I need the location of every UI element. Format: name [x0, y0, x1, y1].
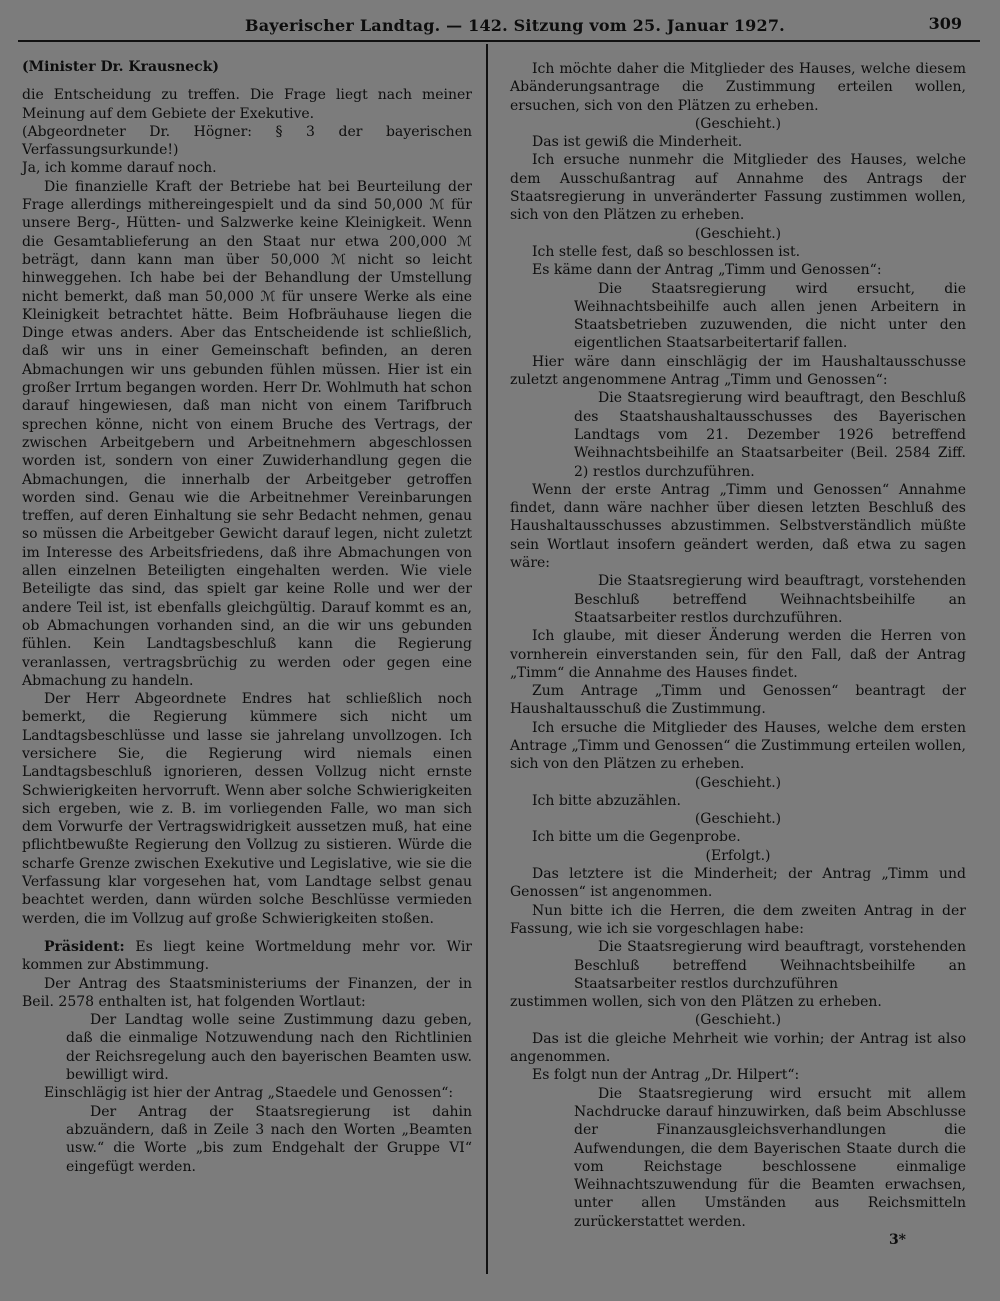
paragraph: Ich glaube, mit dieser Änderung werden die Herren von vornherein einverstanden sein, für den Fall, daß der Antrag „Timm“ die Annahme des Hauses findet. — [510, 628, 966, 681]
paragraph: Einschlägig ist hier der Antrag „Staedele und Genossen“: — [44, 1085, 454, 1102]
left-column — [22, 58, 472, 1176]
procedural-note: (Geschieht.) — [694, 225, 782, 242]
quoted-motion: Der Landtag wolle seine Zustimmung dazu geben, daß die einmalige Notzuwendung nach den Richtlinien der Reichsregelung auch den bayerischen Beamten usw. bewilligt wird. — [66, 1012, 472, 1084]
procedural-note: (Geschieht.) — [694, 811, 782, 828]
president-label: Präsident: — [44, 938, 125, 955]
page-header — [0, 10, 1000, 38]
paragraph: Ich bitte abzuzählen. — [532, 792, 681, 809]
paragraph: Ich stelle fest, daß so beschlossen ist. — [532, 243, 801, 260]
paragraph: Wenn der erste Antrag „Timm und Genossen“ Annahme findet, dann wäre nachher über diesen letzten Beschluß des Haushaltausschusses abzustimmen. Selbstverständlich müßte sein Wortlaut insofern geändert werden, daß etwa zu sagen wäre: — [510, 481, 966, 572]
paragraph: Der Herr Abgeordnete Endres hat schließlich noch bemerkt, die Regierung kümmere sich nicht um Landtagsbeschlüsse und lasse sie jahrelang unvollzogen. Ich versichere Sie, die Regierung wird niemals einen Landtagsbeschluß ignorieren, dessen Vollzug nicht ernste Schwierigkeiten hervorruft. Wenn aber solche Schwierigkeiten sich ergeben, wie z. B. im vorliegenden Falle, wo man sich dem Vorwurfe der Vertragswidrigkeit aussetzen muß, hat eine pflichtbewußte Regierung den Vollzug zu sistieren. Würde die scharfe Grenze zwischen Exekutive und Legislative, wie sie die Verfassung klar vorgesehen hat, vom Landtage selbst genau beachtet werden, dann würden solche Beschlüsse vermieden werden, die im Vollzug auf große Schwierigkeiten stoßen. — [22, 691, 472, 927]
paragraph: zustimmen wollen, sich von den Plätzen zu erheben. — [510, 994, 882, 1011]
paragraph: Es liegt keine Wortmeldung mehr vor. Wir kommen zur Abstimmung. — [22, 938, 472, 974]
paragraph: Die finanzielle Kraft der Betriebe hat bei Beurteilung der Frage allerdings mithereingespielt und da sind 50,000 ℳ für unsere Berg-, Hütten- und Salzwerke keine Kleinigkeit. Wenn die Gesamtablieferung an den Staat nur etwa 200,000 ℳ beträgt, dann kann man über 50,000 ℳ nicht so leicht hinweggehen. Ich habe bei der Behandlung der Umstellung nicht bemerkt, daß man 50,000 ℳ für unsere Werke als eine Kleinigkeit betrachtet hätte. Beim Hofbräuhause liegen die Dinge etwas anders. Aber das Entscheidende ist schließlich, daß wir uns in einer Gemeinschaft befinden, an deren Abmachungen wir uns gebunden fühlen müssen. Hier ist ein großer Irrtum begangen worden. Herr Dr. Wohlmuth hat schon darauf hingewiesen, daß man nicht von einem Tarifbruch sprechen könne, nicht von einem Bruche des Vertrags, der zwischen Arbeitgebern und Arbeitnehmern abgeschlossen worden ist, sondern von einer Zuwiderhandlung gegen die Abmachungen, die innerhalb der Arbeitgeber getroffen worden sind. Genau wie die Arbeitnehmer Vereinbarungen treffen, auf deren Einhaltung sie sehr Bedacht nehmen, genau so müssen die Arbeitgeber Gewicht darauf legen, nicht zuletzt im Interesse des Arbeitsfriedens, daß ihre Abmachungen von allen einzelnen Beteiligten eingehalten werden. Wie viele Beteiligte das sind, das spielt gar keine Rolle und wer der andere Teil ist, ist ebenfalls gleichgültig. Darauf kommt es an, ob Abmachungen vorhanden sind, an die wir uns gebunden fühlen. Kein Landtagsbeschluß kann die Regierung veranlassen, vertragsbrüchig zu werden oder gegen eine Abmachung zu handeln. — [22, 178, 472, 689]
quoted-motion: Die Staatsregierung wird ersucht mit allem Nachdrucke darauf hinzuwirken, daß beim Abschlusse der Finanzausgleichsverhandlungen die Aufwendungen, die dem Bayerischen Staate durch die vom Reichstage beschlossene einmalige Weihnachtszuwendung für die Beamten erwachsen, unter allen Umständen aus Reichsmitteln zurückerstattet werden. — [574, 1085, 966, 1230]
speaker-line: (Minister Dr. Krausneck) — [22, 59, 220, 75]
paragraph: Es käme dann der Antrag „Timm und Genossen“: — [532, 262, 882, 279]
column-divider — [486, 44, 488, 1274]
interjection: (Abgeordneter Dr. Högner: § 3 der bayerischen Verfassungsurkunde!) — [22, 123, 472, 159]
header-rule — [18, 40, 980, 42]
right-column — [510, 60, 966, 1249]
paragraph: Ich möchte daher die Mitglieder des Hauses, welche diesem Abänderungsantrage die Zustimmung erteilen wollen, ersuchen, sich von den Plätzen zu erheben. — [510, 61, 966, 114]
procedural-note: (Geschieht.) — [694, 774, 782, 791]
quoted-motion: Die Staatsregierung wird ersucht, die Weihnachtsbeihilfe auch allen jenen Arbeitern in Staatsbetrieben zuzuwenden, die nicht unter den eigentlichen Staatsarbeitertarif fallen. — [574, 280, 966, 352]
paragraph: Nun bitte ich die Herren, die dem zweiten Antrag in der Fassung, wie ich sie vorgeschlagen habe: — [510, 902, 966, 937]
paragraph: Ich bitte um die Gegenprobe. — [532, 829, 741, 846]
paragraph: Ja, ich komme darauf noch. — [22, 160, 217, 177]
signature-mark: 3* — [888, 1232, 906, 1248]
paragraph: Ich ersuche die Mitglieder des Hauses, welche dem ersten Antrage „Timm und Genossen“ die Zustimmung erteilen wollen, sich von den Plätzen zu erheben. — [510, 719, 966, 773]
quoted-motion: Die Staatsregierung wird beauftragt, vorstehenden Beschluß betreffend Weihnachtsbeihilfe an Staatsarbeiter restlos durchzuführen — [574, 939, 966, 992]
paragraph: die Entscheidung zu treffen. Die Frage liegt nach meiner Meinung auf dem Gebiete der Exekutive. — [22, 87, 472, 122]
paragraph: Der Antrag des Staatsministeriums der Finanzen, der in Beil. 2578 enthalten ist, hat folgenden Wortlaut: — [22, 975, 472, 1010]
paragraph: Ich ersuche nunmehr die Mitglieder des Hauses, welche dem Ausschußantrag auf Annahme des Antrags der Staatsregierung in unveränderter Fassung zustimmen wollen, sich von den Plätzen zu erheben. — [510, 152, 966, 224]
paragraph: Das letztere ist die Minderheit; der Antrag „Timm und Genossen“ ist angenommen. — [510, 866, 966, 901]
running-title: Bayerischer Landtag. — 142. Sitzung vom 25. Januar 1927. — [245, 16, 785, 35]
paragraph: Zum Antrage „Timm und Genossen“ beantragt der Haushaltausschuß die Zustimmung. — [510, 683, 966, 718]
paragraph: Es folgt nun der Antrag „Dr. Hilpert“: — [532, 1067, 800, 1084]
page-number: 309 — [928, 14, 962, 33]
quoted-motion: Die Staatsregierung wird beauftragt, den Beschluß des Staatshaushaltausschusses des Bayerischen Landtags vom 21. Dezember 1926 betreffend Weihnachtsbeihilfe an Staatsarbeiter (Beil. 2584 Ziff. 2) restlos durchzuführen. — [574, 390, 966, 480]
paragraph: Hier wäre dann einschlägig der im Haushaltausschusse zuletzt angenommene Antrag „Timm und Genossen“: — [510, 353, 966, 389]
procedural-note: (Geschieht.) — [694, 1012, 782, 1029]
quoted-motion: Der Antrag der Staatsregierung ist dahin abzuändern, daß in Zeile 3 nach den Worten „Beamten usw.“ die Worte „bis zum Endgehalt der Gruppe VI“ eingefügt werden. — [66, 1103, 472, 1175]
procedural-note: (Erfolgt.) — [705, 847, 771, 864]
procedural-note: (Geschieht.) — [694, 115, 782, 132]
paragraph: Das ist gewiß die Minderheit. — [532, 134, 743, 151]
quoted-motion: Die Staatsregierung wird beauftragt, vorstehenden Beschluß betreffend Weihnachtsbeihilfe an Staatsarbeiter restlos durchzuführen. — [574, 573, 966, 626]
paragraph: Das ist die gleiche Mehrheit wie vorhin; der Antrag ist also angenommen. — [510, 1030, 966, 1066]
